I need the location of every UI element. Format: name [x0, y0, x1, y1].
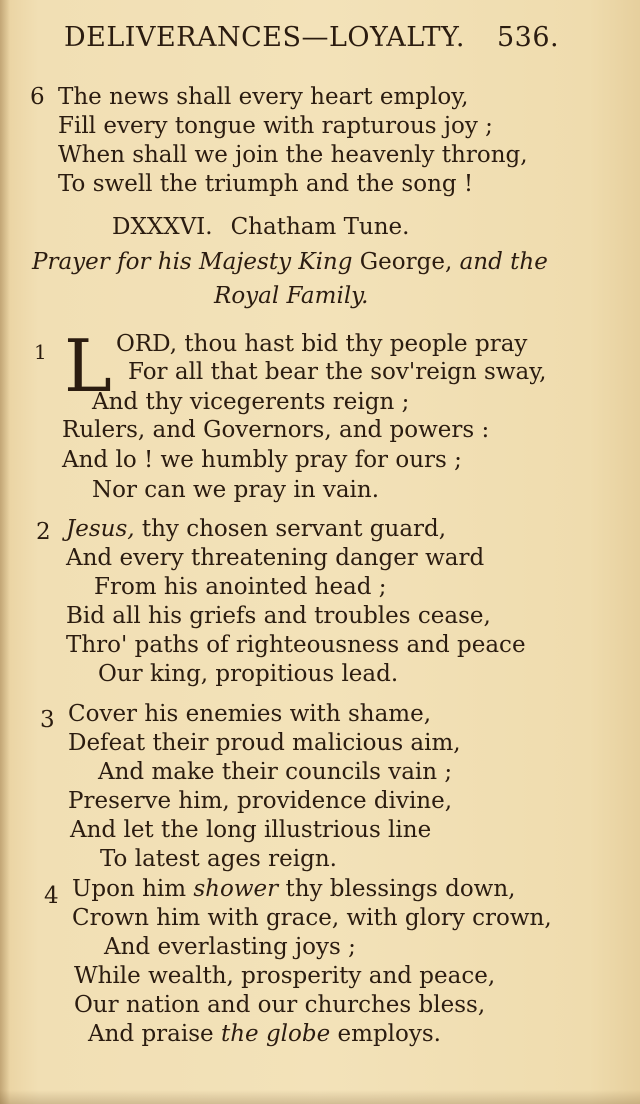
- italic-word: Jesus,: [66, 516, 135, 542]
- verse-line: To latest ages reign.: [100, 846, 337, 872]
- verse-line: [88, 1020, 441, 1048]
- verse-text: And praise: [88, 1021, 221, 1047]
- verse-line: Nor can we pray in vain.: [92, 477, 380, 503]
- page-number: 536.: [497, 22, 560, 53]
- verse-line: Preserve him, providence divine,: [68, 788, 453, 814]
- hymn-subtitle-line2: Royal Family.: [214, 283, 369, 309]
- hymn-tune: Chatham Tune.: [230, 214, 410, 240]
- running-title: DELIVERANCES—LOYALTY.: [64, 22, 465, 53]
- verse-line: And everlasting joys ;: [104, 934, 356, 960]
- verse-line: [72, 875, 516, 903]
- verse-line: Defeat their proud malicious aim,: [68, 730, 461, 756]
- verse-line: From his anointed head ;: [94, 574, 387, 600]
- verse-line: Our nation and our churches bless,: [74, 992, 486, 1018]
- verse-text: thy chosen servant guard,: [134, 516, 447, 542]
- subtitle-name: George,: [359, 249, 453, 275]
- stanza-number: 1: [34, 340, 47, 364]
- verse-line: Cover his enemies with shame,: [68, 701, 432, 727]
- verse-line: And every threatening danger ward: [66, 545, 485, 571]
- verse-line: While wealth, prosperity and peace,: [74, 963, 496, 989]
- verse-line: Fill every tongue with rapturous joy ;: [58, 113, 493, 139]
- hymn-heading: [112, 214, 409, 240]
- verse-line: Bid all his griefs and troubles cease,: [66, 603, 491, 629]
- stanza-number: 2: [36, 519, 51, 545]
- hymn-subtitle: [32, 249, 548, 275]
- verse-text: thy blessings down,: [278, 876, 516, 902]
- italic-word: shower: [193, 876, 279, 902]
- drop-cap: L: [64, 324, 112, 408]
- running-header: [64, 22, 564, 62]
- verse-text: employs.: [330, 1021, 441, 1047]
- verse-line: And thy vicegerents reign ;: [92, 389, 410, 415]
- verse-line: ORD, thou hast bid thy people pray: [116, 331, 528, 357]
- subtitle-italic: Prayer for his Majesty King: [32, 249, 353, 275]
- page-bottom-edge: [0, 1090, 640, 1104]
- verse-line: And make their councils vain ;: [98, 759, 453, 785]
- italic-word: the globe: [220, 1021, 331, 1047]
- verse-line: Crown him with grace, with glory crown,: [72, 905, 552, 931]
- stanza-number: 6: [30, 84, 45, 110]
- verse-line: And lo ! we humbly pray for ours ;: [62, 447, 462, 473]
- verse-line: [66, 515, 446, 543]
- verse-line: Our king, propitious lead.: [98, 661, 399, 687]
- page-gutter-shadow: [0, 0, 10, 1104]
- verse-line: For all that bear the sov'reign sway,: [128, 359, 547, 385]
- verse-line: And let the long illustrious line: [70, 817, 432, 843]
- verse-text: Upon him: [72, 876, 194, 902]
- hymn-number: DXXXVI.: [112, 214, 213, 240]
- verse-line: Rulers, and Governors, and powers :: [62, 417, 490, 443]
- stanza-number: 3: [40, 707, 55, 733]
- verse-line: When shall we join the heavenly throng,: [58, 142, 528, 168]
- subtitle-italic: and the: [459, 249, 548, 275]
- stanza-number: 4: [44, 883, 59, 909]
- verse-line: The news shall every heart employ,: [58, 84, 469, 110]
- verse-line: To swell the triumph and the song !: [58, 171, 474, 197]
- verse-line: Thro' paths of righteousness and peace: [66, 632, 526, 658]
